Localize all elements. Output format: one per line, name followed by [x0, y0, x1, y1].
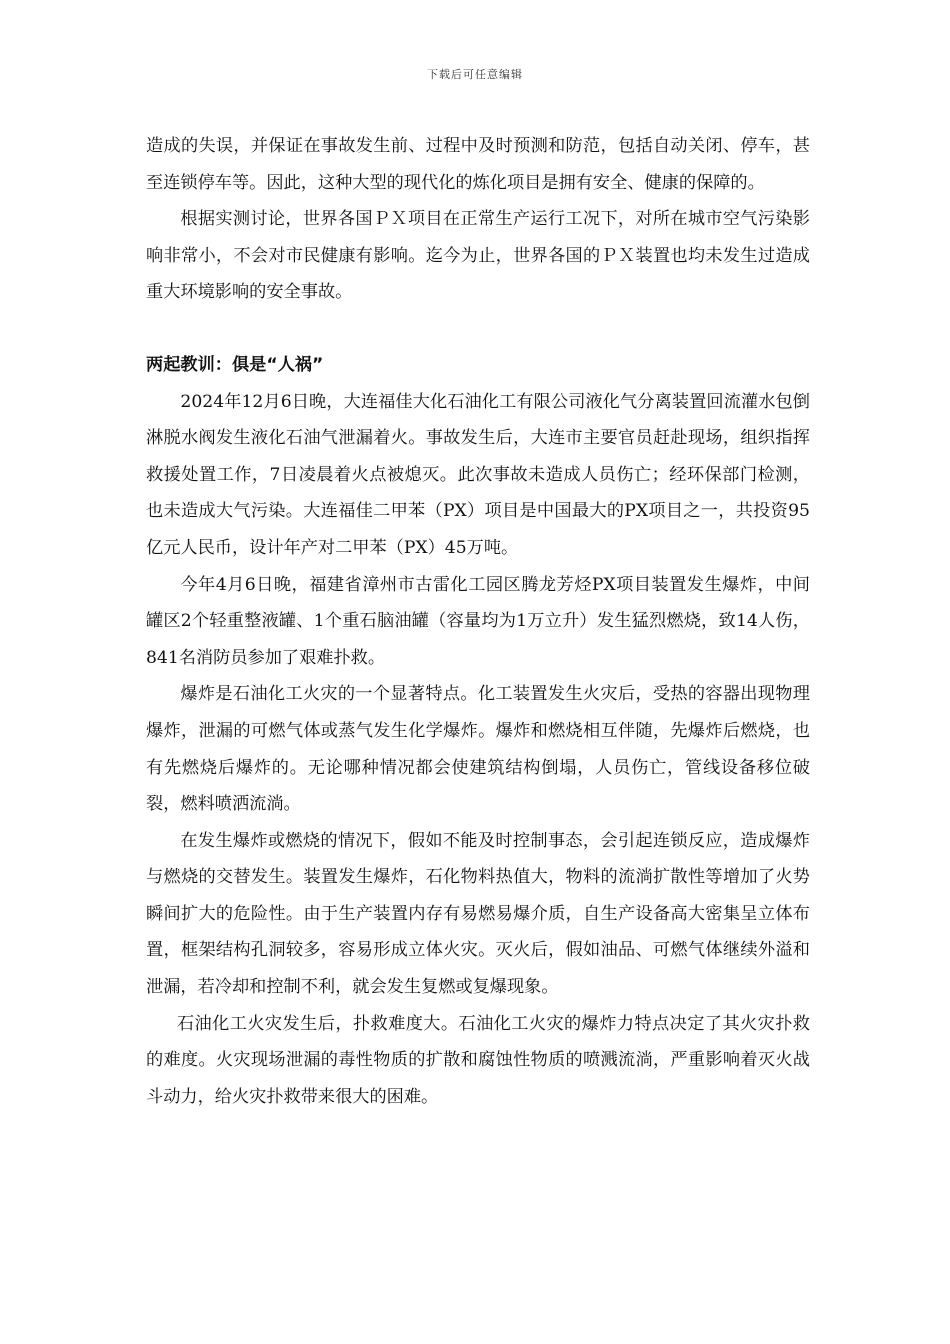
- paragraph-gap: [146, 311, 810, 347]
- paragraph-5: 爆炸是石油化工火灾的一个显著特点。化工装置发生火灾后，受热的容器出现物理爆炸，泄漏的可燃气体或蒸气发生化学爆炸。爆炸和燃烧相互伴随，先爆炸后燃烧，也有先燃烧后爆炸的。无论哪种情况都会使建筑结构倒塌，人员伤亡，管线设备移位破裂，燃料喷洒流淌。: [146, 684, 810, 815]
- paragraph-4: 今年4月6日晚，福建省漳州市古雷化工园区腾龙芳烃PX项目装置发生爆炸，中间罐区2个轻重整液罐、1个重石脑油罐（容量均为1万立升）发生猛烈燃烧，致14人伤，841名消防员参加了艰难扑救。: [146, 574, 810, 668]
- paragraph-2: 根据实测讨论，世界各国ＰＸ项目在正常生产运行工况下，对所在城市空气污染影响非常小，不会对市民健康有影响。迄今为止，世界各国的ＰＸ装置也均未发生过造成重大环境影响的安全事故。: [146, 209, 810, 303]
- section-heading: 两起教训：俱是“人祸”: [146, 354, 324, 375]
- paragraph-6: 在发生爆炸或燃烧的情况下，假如不能及时控制事态，会引起连锁反应，造成爆炸与燃烧的交替发生。装置发生爆炸，石化物料热值大，物料的流淌扩散性等增加了火势瞬间扩大的危险性。由于生产装置内存有易燃易爆介质，自生产设备高大密集呈立体布置，框架结构孔洞较多，容易形成立体火灾。灭火后，假如油品、可燃气体继续外溢和泄漏，若冷却和控制不利，就会发生复燃或复爆现象。: [146, 830, 810, 998]
- paragraph-7: 石油化工火灾发生后，扑救难度大。石油化工火灾的爆炸力特点决定了其火灾扑救的难度。火灾现场泄漏的毒性物质的扩散和腐蚀性物质的喷溅流淌，严重影响着灭火战斗动力，给火灾扑救带来很大的困难。: [146, 1013, 810, 1107]
- document-body: [146, 128, 810, 1115]
- page-header: 下载后可任意编辑: [427, 68, 523, 81]
- paragraph-3: 2024年12月6日晚，大连福佳大化石油化工有限公司液化气分离装置回流灌水包倒淋脱水阀发生液化石油气泄漏着火。事故发生后，大连市主要官员赶赴现场，组织指挥救援处置工作，7日凌晨着火点被熄灭。此次事故未造成人员伤亡；经环保部门检测，也未造成大气污染。大连福佳二甲苯（PX）项目是中国最大的PX项目之一，共投资95亿元人民币，设计年产对二甲苯（PX）45万吨。: [146, 391, 810, 558]
- paragraph-1: 造成的失误，并保证在事故发生前、过程中及时预测和防范，包括自动关闭、停车，甚至连锁停车等。因此，这种大型的现代化的炼化项目是拥有安全、健康的保障的。: [146, 136, 810, 193]
